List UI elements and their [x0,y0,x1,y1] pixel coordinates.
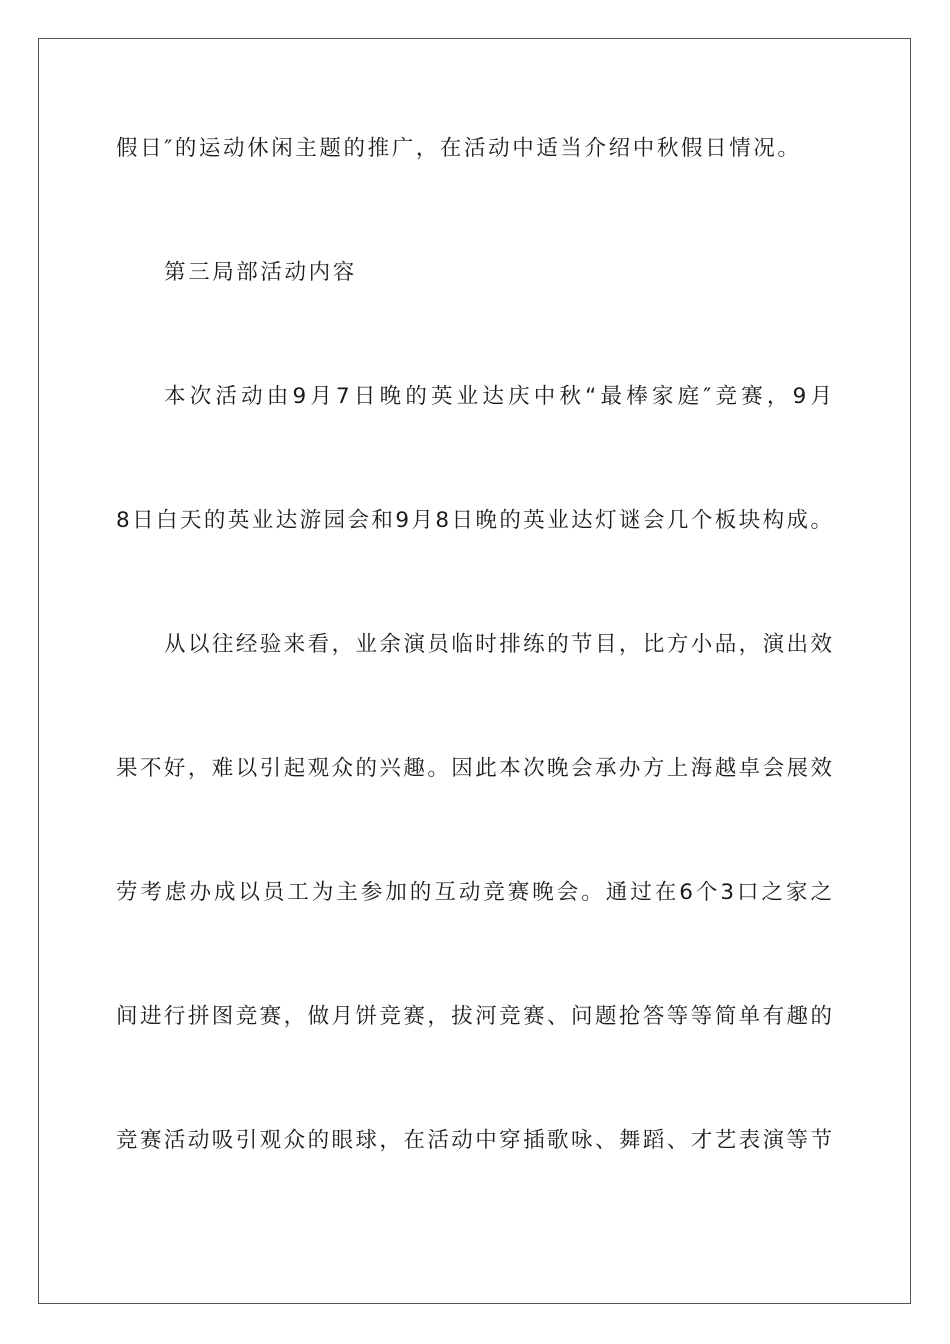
paragraph-line: 劳考虑办成以员工为主参加的互动竞赛晚会。通过在6个3口之家之 [116,880,832,905]
paragraph-line: 果不好，难以引起观众的兴趣。因此本次晚会承办方上海越卓会展效 [116,756,832,781]
paragraph-line: 竞赛活动吸引观众的眼球，在活动中穿插歌咏、舞蹈、才艺表演等节 [116,1128,832,1153]
paragraph-line: 假日″的运动休闲主题的推广，在活动中适当介绍中秋假日情况。 [116,136,802,161]
paragraph-line: 间进行拼图竞赛，做月饼竞赛，拔河竞赛、问题抢答等等简单有趣的 [116,1004,832,1029]
paragraph-line: 8日白天的英业达游园会和9月8日晚的英业达灯谜会几个板块构成。 [116,508,832,533]
paragraph-line: 从以往经验来看，业余演员临时排练的节目，比方小品，演出效 [164,632,832,657]
paragraph-line: 本次活动由9月7日晚的英业达庆中秋“最棒家庭″竞赛，9月 [164,384,832,409]
section-heading: 第三局部活动内容 [164,260,357,285]
page-border [38,38,911,1304]
